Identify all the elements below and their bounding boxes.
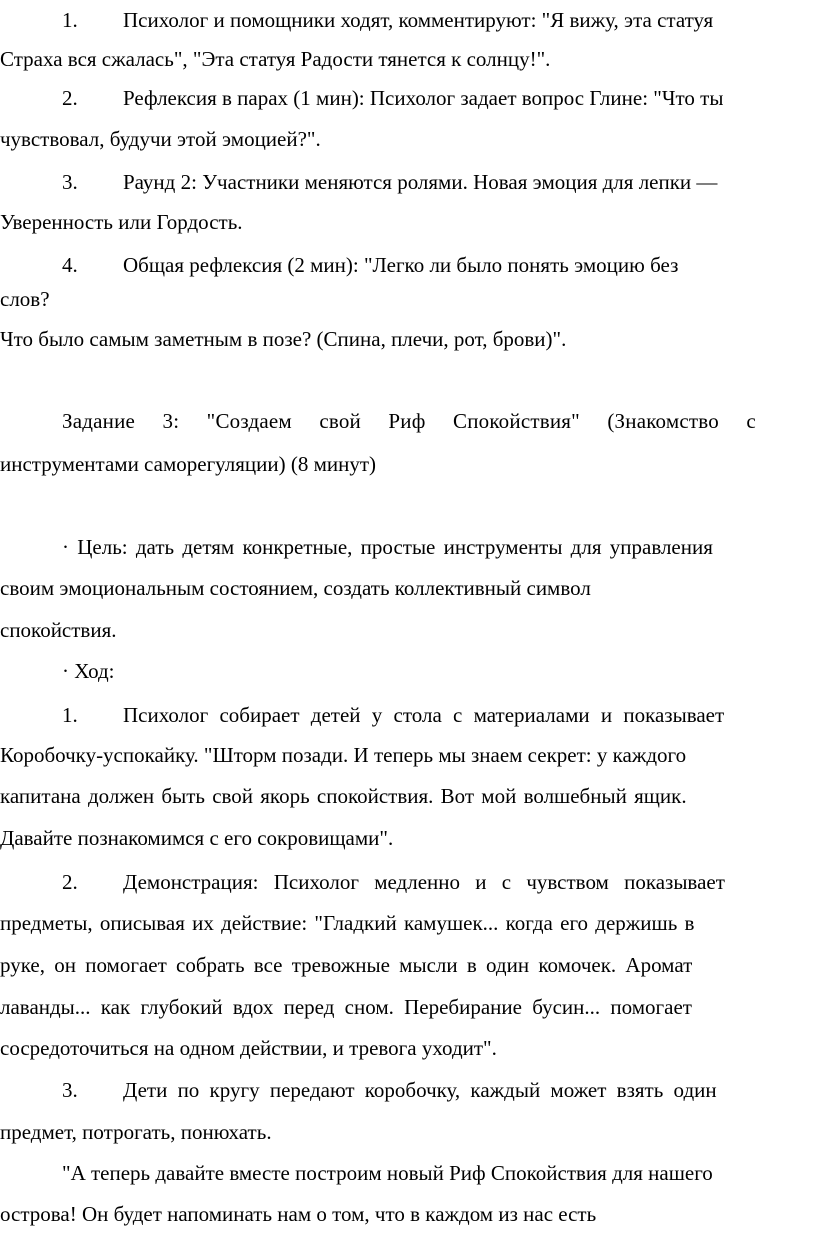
list1-item2-line2: чувствовал, будучи этой эмоцией?". xyxy=(0,127,321,151)
list1-item4-number: 4. xyxy=(62,253,78,277)
list2-item1-number: 1. xyxy=(62,703,78,727)
closing-line2: острова! Он будет напоминать нам о том, что в каждом из нас есть xyxy=(0,1202,597,1226)
list2-item1-line1: Психолог собирает детей у стола с материалами и показывает xyxy=(123,703,725,727)
list1-item4-line1-text: Общая рефлексия (2 мин): "Легко ли было понять эмоцию без xyxy=(123,253,679,277)
list1-item4-line3: Что было самым заметным в позе? (Спина, плечи, рот, брови)". xyxy=(0,327,567,351)
list1-item3-line1: Раунд 2: Участники меняются ролями. Новая эмоция для лепки — xyxy=(123,170,718,194)
list2-item2-line1: Демонстрация: Психолог медленно и с чувством показывает xyxy=(123,870,725,894)
course-label: · Ход: xyxy=(62,659,115,683)
list1-item4-line2: слов? xyxy=(0,287,50,311)
list1-item1-line1: Психолог и помощники ходят, комментируют: "Я вижу, эта статуя xyxy=(123,8,714,32)
list2-item3-line2: предмет, потрогать, понюхать. xyxy=(0,1120,272,1144)
list1-item1-number: 1. xyxy=(62,8,78,32)
task3-title-line1: Задание 3: "Создаем свой Риф Спокойствия" (Знакомство с xyxy=(62,409,756,433)
goal-line3: спокойствия. xyxy=(0,618,117,642)
goal-line2: своим эмоциональным состоянием, создать коллективный символ xyxy=(0,576,591,600)
list2-item2-line4: лаванды... как глубокий вдох перед сном. Перебирание бусин... помогает xyxy=(0,995,692,1019)
closing-line1: "А теперь давайте вместе построим новый Риф Спокойствия для нашего xyxy=(62,1161,713,1185)
task3-title-line2: инструментами саморегуляции) (8 минут) xyxy=(0,452,377,476)
list1-item2-number: 2. xyxy=(62,86,78,110)
list1-item4-line1 xyxy=(123,255,806,276)
list2-item2-line5: сосредоточиться на одном действии, и тревога уходит". xyxy=(0,1036,497,1060)
list2-item2-number: 2. xyxy=(62,870,78,894)
list1-item2-line1: Рефлексия в парах (1 мин): Психолог задает вопрос Глине: "Что ты xyxy=(123,86,724,110)
list2-item3-line1: Дети по кругу передают коробочку, каждый может взять один xyxy=(123,1078,717,1102)
list2-item3-number: 3. xyxy=(62,1078,78,1102)
list2-item1-line3: капитана должен быть свой якорь спокойствия. Вот мой волшебный ящик. xyxy=(0,784,687,808)
goal-line1: · Цель: дать детям конкретные, простые инструменты для управления xyxy=(62,535,713,559)
list2-item2-line3: руке, он помогает собрать все тревожные мысли в один комочек. Аромат xyxy=(0,953,693,977)
list1-item3-number: 3. xyxy=(62,170,78,194)
list2-item1-line2: Коробочку-успокайку. "Шторм позади. И теперь мы знаем секрет: у каждого xyxy=(0,743,687,767)
list2-item1-line4: Давайте познакомимся с его сокровищами". xyxy=(0,826,394,850)
list1-item3-line2: Уверенность или Гордость. xyxy=(0,210,243,234)
list2-item2-line2: предметы, описывая их действие: "Гладкий камушек... когда его держишь в xyxy=(0,911,695,935)
list1-item1-line2: Страха вся сжалась", "Эта статуя Радости тянется к солнцу!". xyxy=(0,47,551,71)
